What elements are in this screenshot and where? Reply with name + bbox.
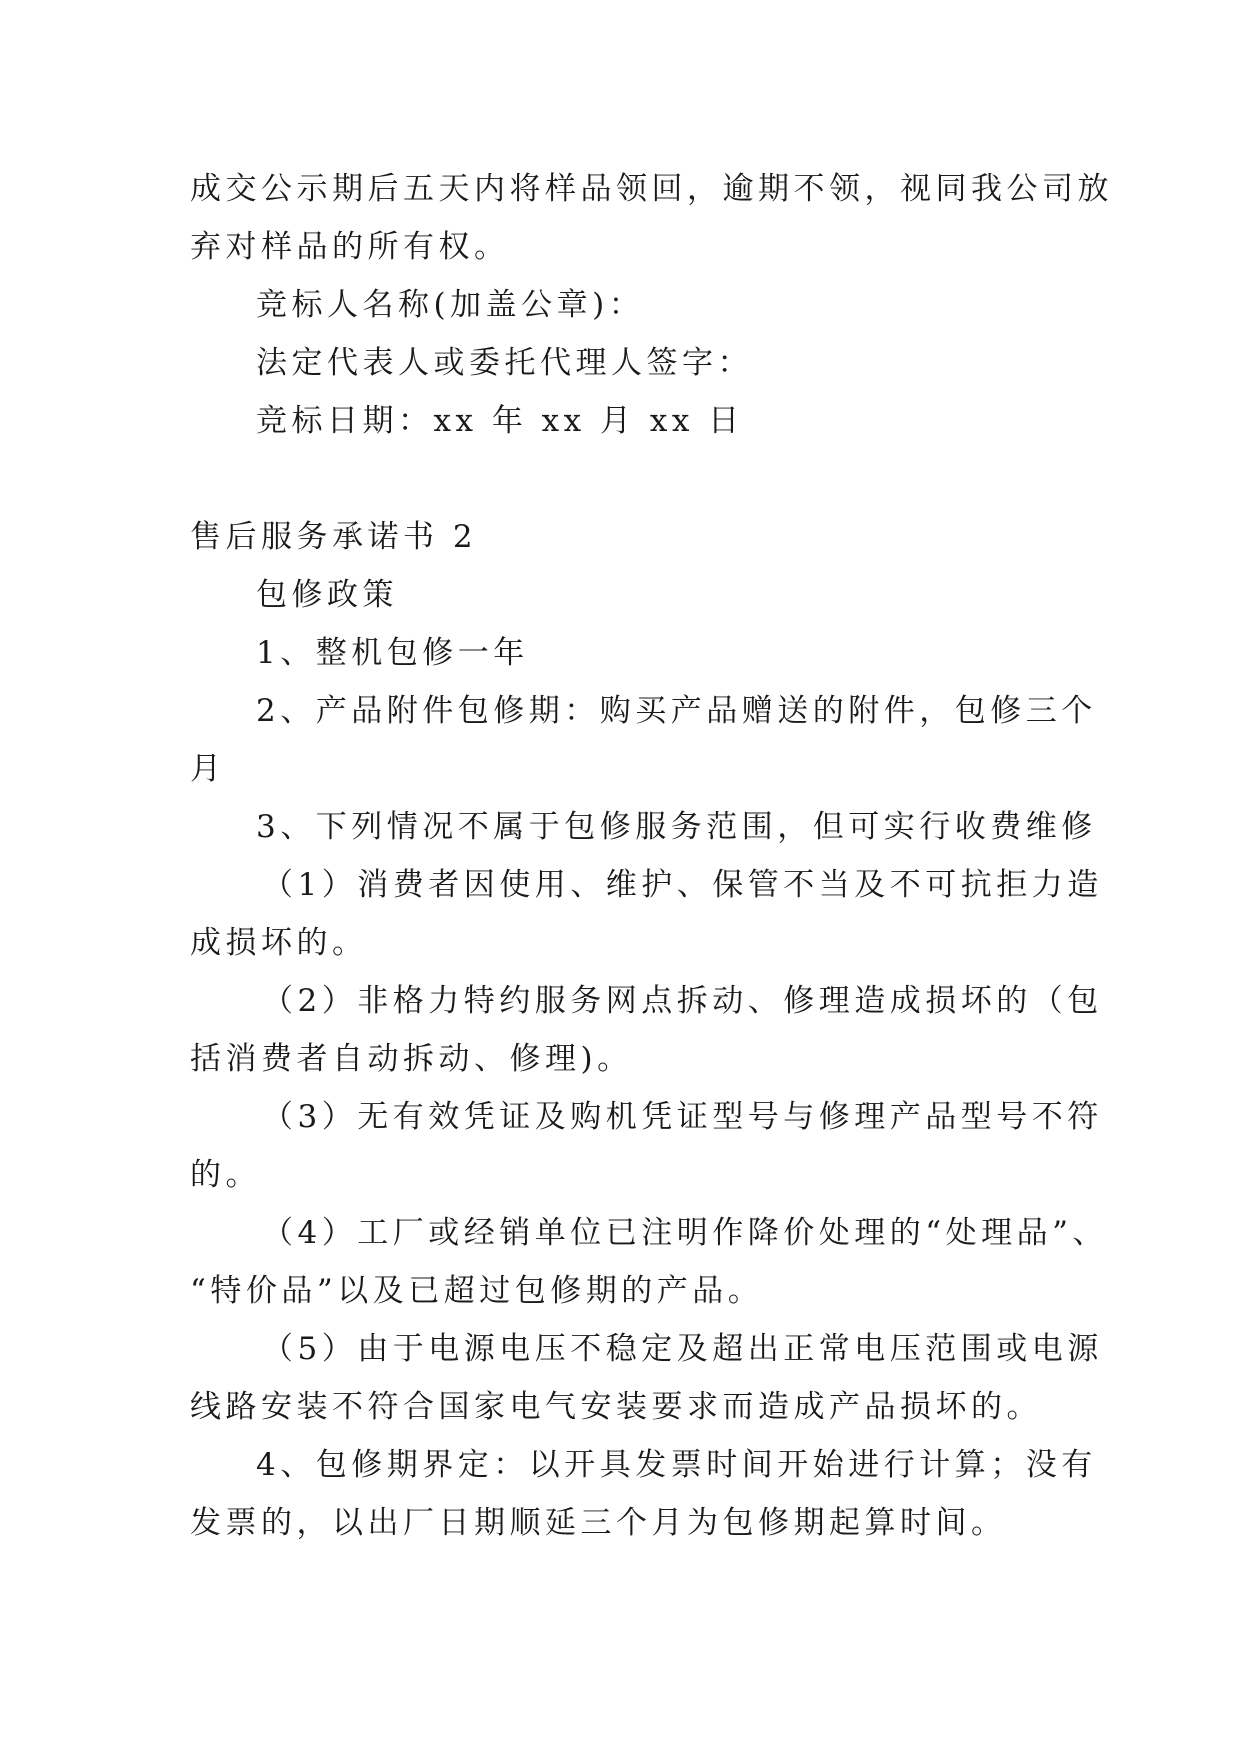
sub-item-continuation: “特价品”以及已超过包修期的产品。 — [190, 1273, 764, 1309]
list-item: 3、下列情况不属于包修服务范围，但可实行收费维修 — [256, 809, 1097, 845]
representative-signature-line: 法定代表人或委托代理人签字： — [256, 345, 753, 381]
sub-item-continuation: 的。 — [190, 1157, 261, 1193]
list-item: 2、产品附件包修期：购买产品赠送的附件，包修三个 — [256, 693, 1097, 729]
list-item-continuation: 月 — [190, 751, 226, 787]
list-item: 4、包修期界定：以开具发票时间开始进行计算；没有 — [256, 1447, 1097, 1483]
sub-item: （4）工厂或经销单位已注明作降价处理的“处理品”、 — [262, 1215, 1108, 1251]
section-after-sales — [190, 508, 1108, 1552]
sub-item: （1）消费者因使用、维护、保管不当及不可抗拒力造 — [262, 867, 1103, 903]
section-bid-sample — [190, 160, 1113, 450]
sub-item: （2）非格力特约服务网点拆动、修理造成损坏的（包 — [262, 983, 1103, 1019]
sub-item-continuation: 成损坏的。 — [190, 925, 368, 961]
bid-date-line: 竞标日期：xx 年 xx 月 xx 日 — [256, 403, 744, 439]
section-heading: 包修政策 — [256, 577, 398, 613]
sub-item-continuation: 括消费者自动拆动、修理)。 — [190, 1041, 633, 1077]
list-item: 1、整机包修一年 — [256, 635, 529, 671]
sub-item-continuation: 线路安装不符合国家电气安装要求而造成产品损坏的。 — [190, 1389, 1042, 1425]
list-item-continuation: 发票的，以出厂日期顺延三个月为包修期起算时间。 — [190, 1505, 1007, 1541]
bidder-name-line: 竞标人名称(加盖公章)： — [256, 287, 645, 323]
sub-item: （5）由于电源电压不稳定及超出正常电压范围或电源 — [262, 1331, 1103, 1367]
section-title: 售后服务承诺书 2 — [190, 519, 478, 555]
paragraph-line: 弃对样品的所有权。 — [190, 229, 510, 265]
paragraph-line: 成交公示期后五天内将样品领回，逾期不领，视同我公司放 — [190, 171, 1113, 207]
sub-item: （3）无有效凭证及购机凭证型号与修理产品型号不符 — [262, 1099, 1103, 1135]
